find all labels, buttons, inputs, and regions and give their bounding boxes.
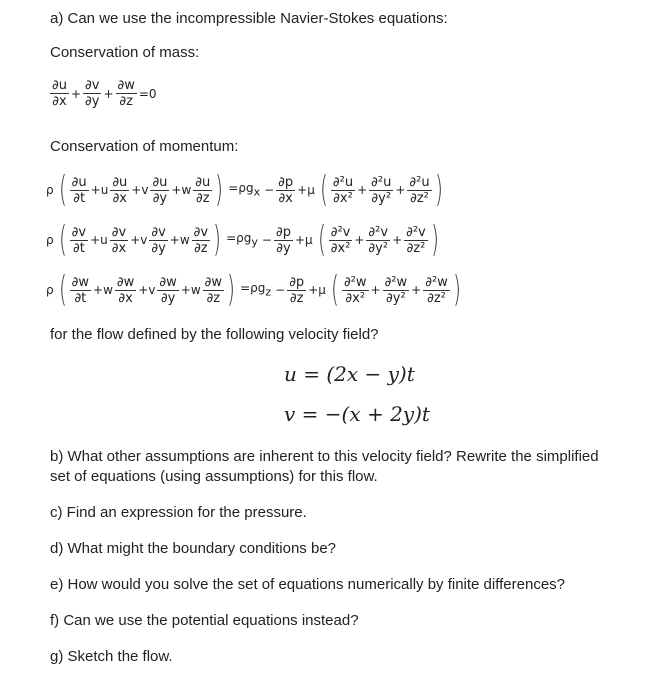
question-f: f) Can we use the potential equations instead? [50,612,359,629]
question-e: e) How would you solve the set of equations numerically by finite differences? [50,576,566,593]
fraction: $\frac{\partial u}{\partial x}$ [52,78,67,109]
question-a: a) Can we use the incompressible Navier-Stokes equations: [50,10,448,27]
question-b-line2: set of equations (using assumptions) for this flow. [50,468,378,485]
momentum-heading: Conservation of momentum: [50,138,239,155]
fraction: $\frac{\partial w}{\partial z}$ [117,78,135,109]
momentum-equation-z: ρ ( $\frac{\partial w}{\partial t}$ +w $\frac{\partial w}{\partial x}$ +v $\frac{\partial w}{\partial y}$ +w $\frac{\partial w}{\partial z}$ ) $=\rho g_z$ − $\frac{\partial p}{\partial z}$ +μ ( $\frac{\text{∂²w}}{\text{∂x²}}$ + $\frac{\text{∂²w}}{\text{∂y²}}$ + $\frac{\text{∂²w}}{\text{∂z²}}$ ) [46,269,461,310]
fraction: $\frac{\partial v}{\partial y}$ [85,78,100,109]
momentum-equation-x: ρ ( $\frac{\partial u}{\partial t}$ +u $\frac{\partial u}{\partial x}$ +v $\frac{\partial u}{\partial y}$ +w $\frac{\partial u}{\partial z}$ ) $=\rho g_x$ − $\frac{\partial p}{\partial x}$ +μ ( $\frac{\text{∂²u}}{\text{∂x²}}$ + $\frac{\text{∂²u}}{\text{∂y²}}$ + $\frac{\text{∂²u}}{\text{∂z²}}$ ) [46,169,443,210]
velocity-v: v = −(x + 2y)t [284,402,430,426]
question-d: d) What might the boundary conditions be? [50,540,337,557]
mass-equation: $\frac{\partial u}{\partial x}$ + $\frac{\partial v}{\partial y}$ + $\frac{\partial w}{\partial z}$ =0 [52,78,157,109]
momentum-equation-y: ρ ( $\frac{\partial v}{\partial t}$ +u $\frac{\partial v}{\partial x}$ +v $\frac{\partial v}{\partial y}$ +w $\frac{\partial v}{\partial z}$ ) $=\rho g_y$ − $\frac{\partial p}{\partial y}$ +μ ( $\frac{\text{∂²v}}{\text{∂x²}}$ + $\frac{\text{∂²v}}{\text{∂y²}}$ + $\frac{\text{∂²v}}{\text{∂z²}}$ ) [46,219,439,260]
mass-heading: Conservation of mass: [50,44,200,61]
flow-line: for the flow defined by the following velocity field? [50,326,379,343]
question-g: g) Sketch the flow. [50,648,173,665]
question-c: c) Find an expression for the pressure. [50,504,307,521]
question-b-line1: b) What other assumptions are inherent to this velocity field? Rewrite the simplified [50,448,599,465]
velocity-u: u = (2x − y)t [284,362,415,386]
